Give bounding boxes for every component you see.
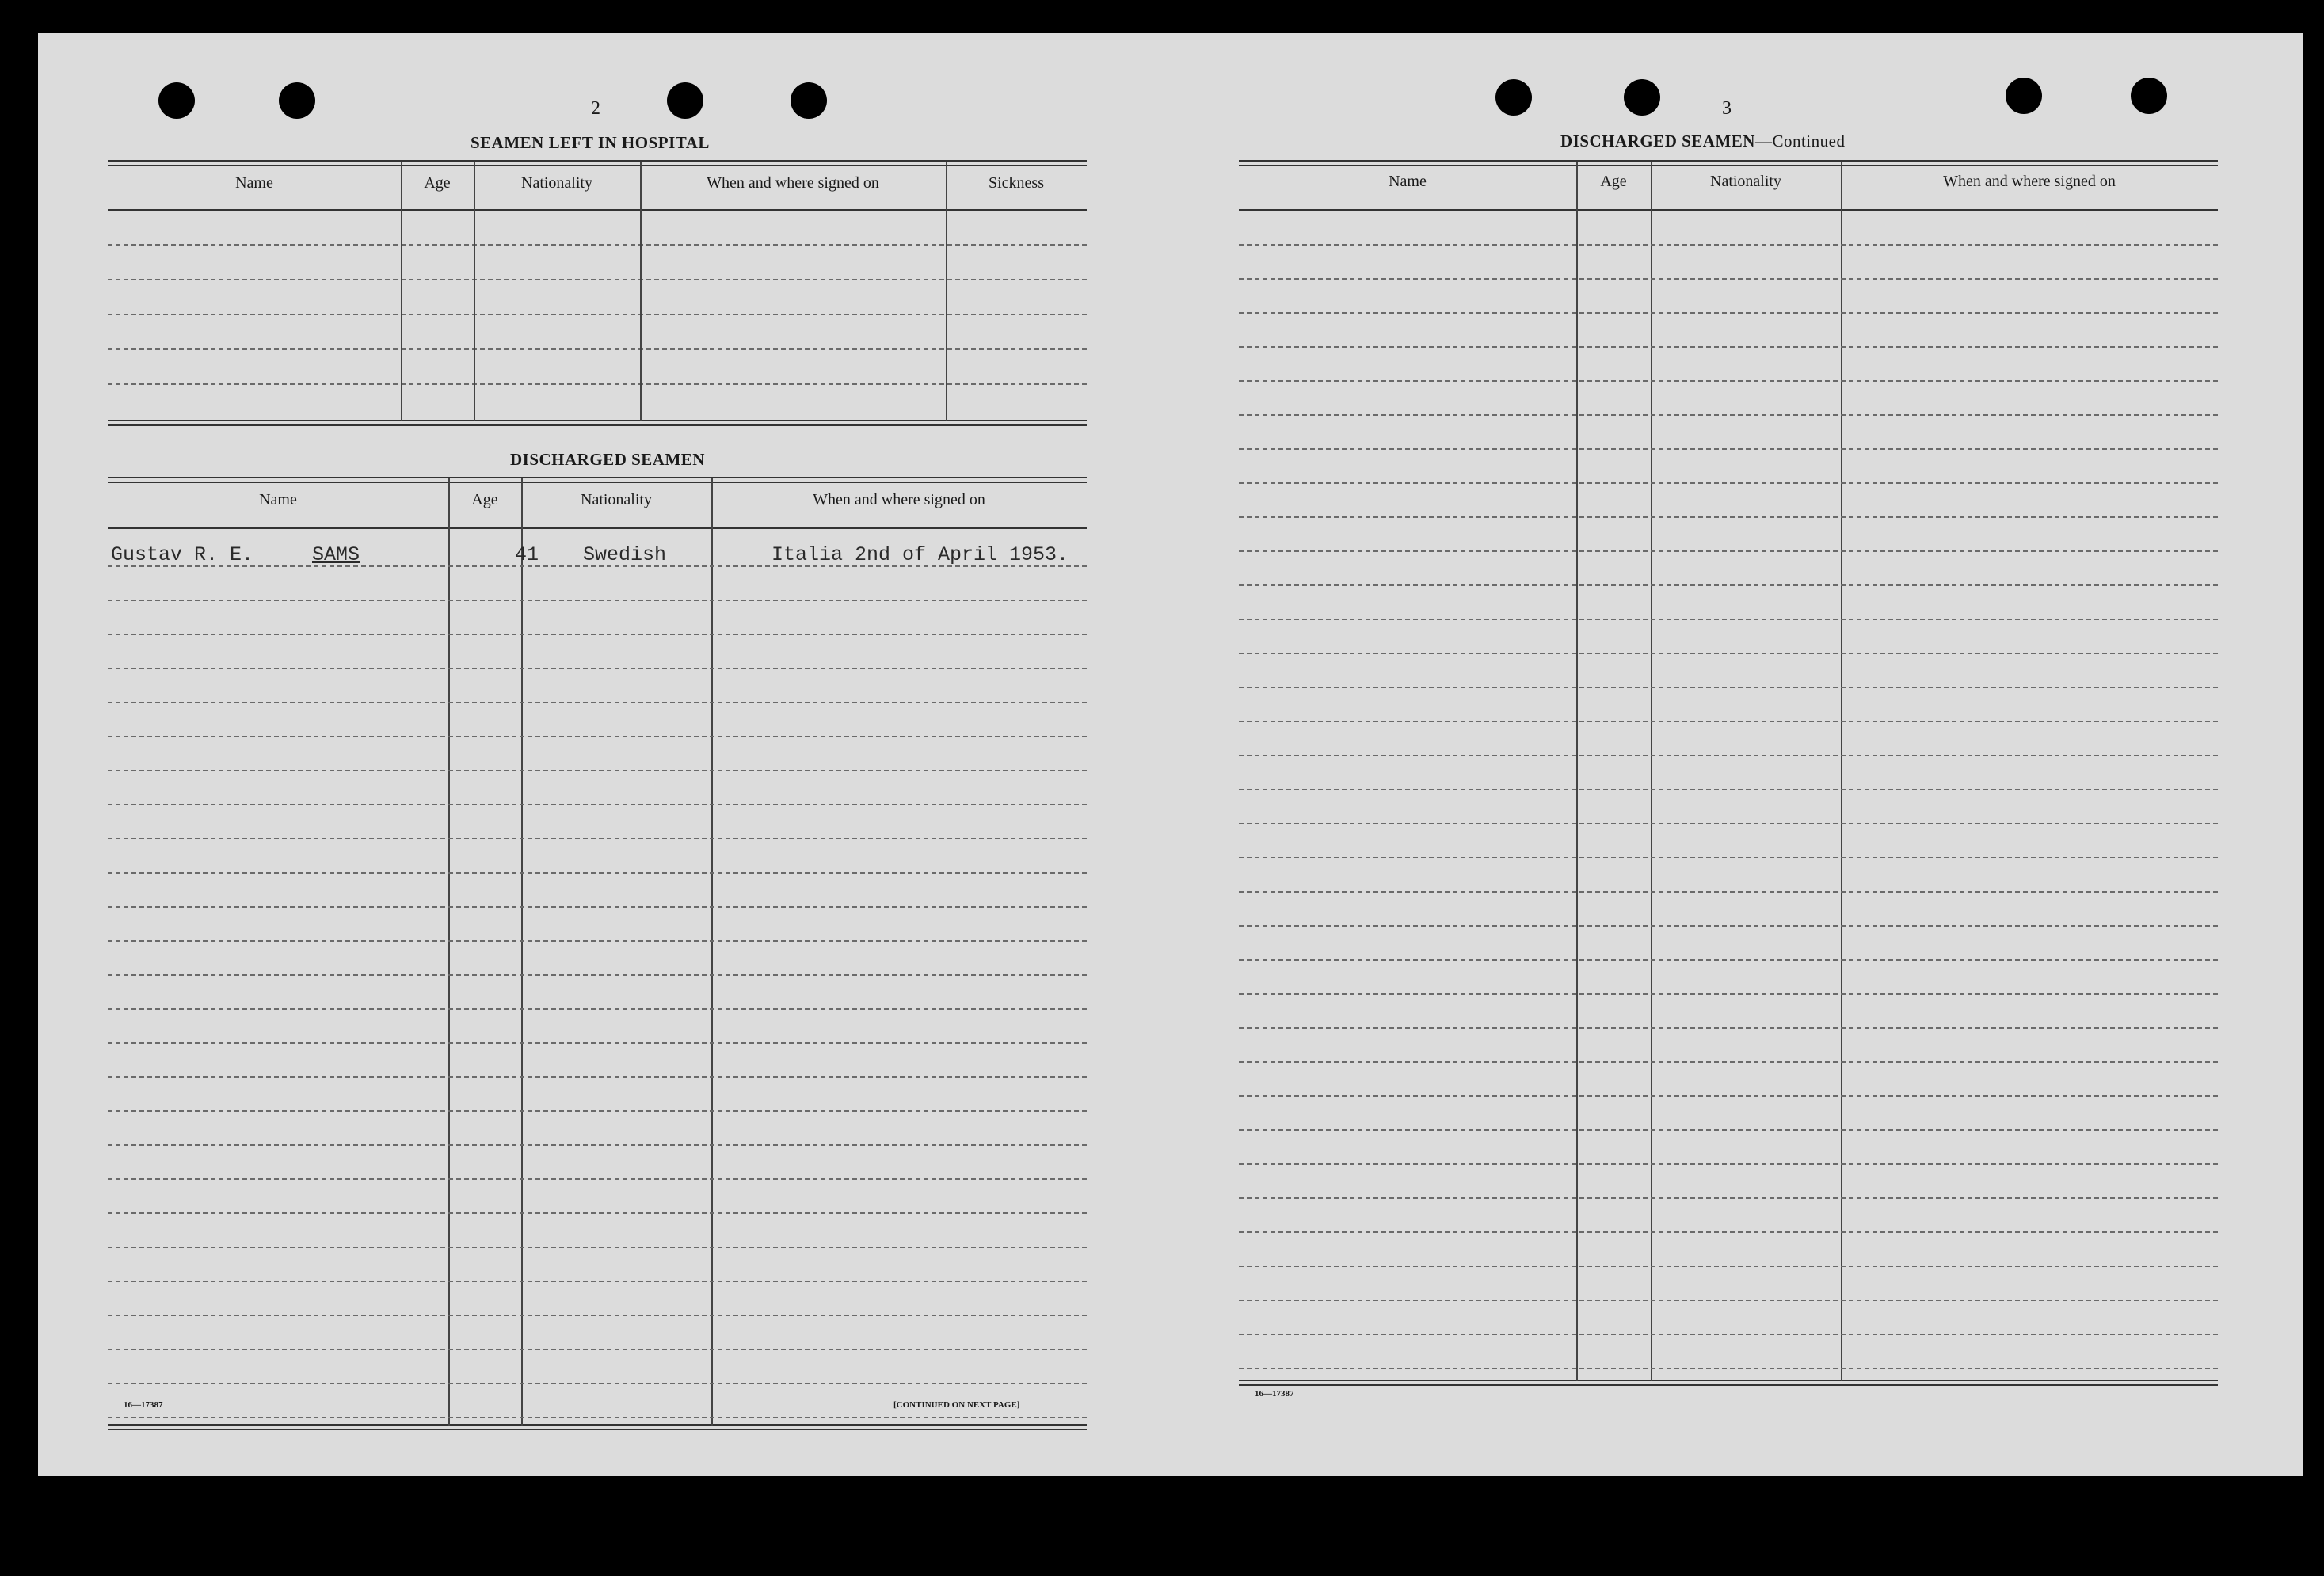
row-line bbox=[108, 1144, 1087, 1146]
discharged-continued-table bbox=[1239, 160, 2218, 1427]
row-line bbox=[108, 770, 1087, 771]
punch-hole bbox=[667, 82, 703, 119]
punch-hole bbox=[1624, 79, 1660, 116]
row-line bbox=[108, 314, 1087, 315]
row-line bbox=[108, 383, 1087, 385]
col-header-nationality: Nationality bbox=[521, 174, 592, 192]
column-divider bbox=[946, 162, 947, 421]
section-title: SEAMEN LEFT IN HOSPITAL bbox=[471, 133, 710, 152]
row-line bbox=[1239, 891, 2218, 893]
row-line bbox=[108, 1042, 1087, 1044]
col-header-signed-on: When and where signed on bbox=[813, 491, 985, 508]
row-line bbox=[1239, 1163, 2218, 1165]
row-line bbox=[108, 1383, 1087, 1384]
page-number: 3 bbox=[1722, 98, 1732, 119]
row-line bbox=[108, 565, 1087, 567]
row-line bbox=[108, 940, 1087, 942]
row-line bbox=[108, 702, 1087, 703]
row-line bbox=[1239, 278, 2218, 280]
row-line bbox=[1239, 244, 2218, 246]
row-line bbox=[1239, 1197, 2218, 1199]
punch-hole bbox=[1495, 79, 1532, 116]
section-title bbox=[1560, 131, 1845, 151]
row-line bbox=[108, 974, 1087, 976]
section-title-main: DISCHARGED SEAMEN bbox=[1560, 131, 1755, 150]
row-line bbox=[108, 600, 1087, 601]
row-line bbox=[108, 1076, 1087, 1078]
seaman-name-given: Gustav R. E. bbox=[111, 543, 254, 566]
row-line bbox=[108, 668, 1087, 669]
row-line bbox=[108, 1178, 1087, 1180]
row-line bbox=[108, 244, 1087, 246]
col-header-age: Age bbox=[424, 174, 451, 192]
row-line bbox=[108, 1281, 1087, 1282]
column-divider bbox=[521, 478, 523, 1426]
row-line bbox=[1239, 687, 2218, 688]
row-line bbox=[108, 1212, 1087, 1214]
column-divider bbox=[401, 162, 402, 421]
table-top-rule bbox=[108, 477, 1087, 483]
header-rule bbox=[108, 209, 1087, 211]
row-line bbox=[1239, 619, 2218, 620]
row-line bbox=[1239, 1061, 2218, 1063]
row-line bbox=[108, 804, 1087, 805]
continued-note: [CONTINUED ON NEXT PAGE] bbox=[893, 1400, 1020, 1410]
col-header-name: Name bbox=[259, 491, 297, 508]
row-line bbox=[1239, 312, 2218, 314]
col-header-name: Name bbox=[235, 174, 273, 192]
row-line bbox=[1239, 653, 2218, 654]
row-line bbox=[108, 1315, 1087, 1316]
row-line bbox=[1239, 584, 2218, 586]
row-line bbox=[108, 1349, 1087, 1350]
table-bottom-rule bbox=[108, 420, 1087, 426]
row-line bbox=[108, 906, 1087, 908]
row-line bbox=[1239, 993, 2218, 995]
table-bottom-rule bbox=[1239, 1380, 2218, 1386]
row-line bbox=[108, 1247, 1087, 1248]
row-line bbox=[1239, 959, 2218, 961]
row-line bbox=[108, 634, 1087, 635]
section-title: DISCHARGED SEAMEN bbox=[510, 450, 705, 469]
row-line bbox=[108, 838, 1087, 839]
col-header-nationality: Nationality bbox=[581, 491, 652, 508]
punch-hole bbox=[279, 82, 315, 119]
row-line bbox=[1239, 1266, 2218, 1267]
row-line bbox=[1239, 448, 2218, 450]
punch-hole bbox=[2006, 78, 2042, 114]
row-line bbox=[1239, 346, 2218, 348]
table-bottom-rule bbox=[108, 1424, 1087, 1430]
row-line bbox=[1239, 755, 2218, 756]
col-header-signed-on: When and where signed on bbox=[707, 174, 879, 192]
row-line bbox=[1239, 823, 2218, 824]
section-title-continued: —Continued bbox=[1754, 131, 1846, 150]
header-rule bbox=[1239, 209, 2218, 211]
row-line bbox=[1239, 516, 2218, 518]
seaman-nationality: Swedish bbox=[583, 543, 667, 566]
form-sheet bbox=[38, 33, 2303, 1476]
page-number: 2 bbox=[591, 98, 600, 119]
row-line bbox=[1239, 789, 2218, 790]
col-header-sickness: Sickness bbox=[989, 174, 1044, 192]
row-line bbox=[108, 736, 1087, 737]
row-line bbox=[1239, 1027, 2218, 1029]
row-line bbox=[1239, 925, 2218, 927]
column-divider bbox=[474, 162, 475, 421]
discharged-table bbox=[108, 477, 1087, 1427]
row-line bbox=[1239, 1368, 2218, 1369]
punch-hole bbox=[2131, 78, 2167, 114]
col-header-signed-on: When and where signed on bbox=[1943, 173, 2116, 190]
seaman-name-family: SAMS bbox=[312, 543, 360, 566]
row-line bbox=[1239, 380, 2218, 382]
column-divider bbox=[448, 478, 450, 1426]
row-line bbox=[1239, 1334, 2218, 1335]
table-top-rule bbox=[1239, 160, 2218, 166]
row-line bbox=[108, 1417, 1087, 1418]
table-top-rule bbox=[108, 160, 1087, 166]
col-header-age: Age bbox=[1600, 173, 1627, 190]
row-line bbox=[1239, 550, 2218, 552]
hospital-table bbox=[108, 160, 1087, 429]
col-header-age: Age bbox=[471, 491, 498, 508]
column-divider bbox=[640, 162, 642, 421]
row-line bbox=[1239, 414, 2218, 416]
row-line bbox=[1239, 1231, 2218, 1233]
column-divider bbox=[711, 478, 713, 1426]
row-line bbox=[1239, 1129, 2218, 1131]
col-header-nationality: Nationality bbox=[1710, 173, 1781, 190]
row-line bbox=[1239, 721, 2218, 722]
header-rule bbox=[108, 527, 1087, 529]
row-line bbox=[1239, 1300, 2218, 1301]
form-number: 16—17387 bbox=[1255, 1389, 1294, 1399]
col-header-name: Name bbox=[1389, 173, 1427, 190]
row-line bbox=[108, 1008, 1087, 1010]
row-line bbox=[108, 348, 1087, 350]
row-line bbox=[108, 279, 1087, 280]
row-line bbox=[1239, 857, 2218, 858]
row-line bbox=[108, 872, 1087, 874]
form-number: 16—17387 bbox=[124, 1400, 163, 1410]
punch-hole bbox=[791, 82, 827, 119]
row-line bbox=[108, 1110, 1087, 1112]
seaman-age: 41 bbox=[515, 543, 539, 566]
row-line bbox=[1239, 482, 2218, 484]
seaman-signed-on: Italia 2nd of April 1953. bbox=[771, 543, 1069, 566]
punch-hole bbox=[158, 82, 195, 119]
row-line bbox=[1239, 1095, 2218, 1097]
